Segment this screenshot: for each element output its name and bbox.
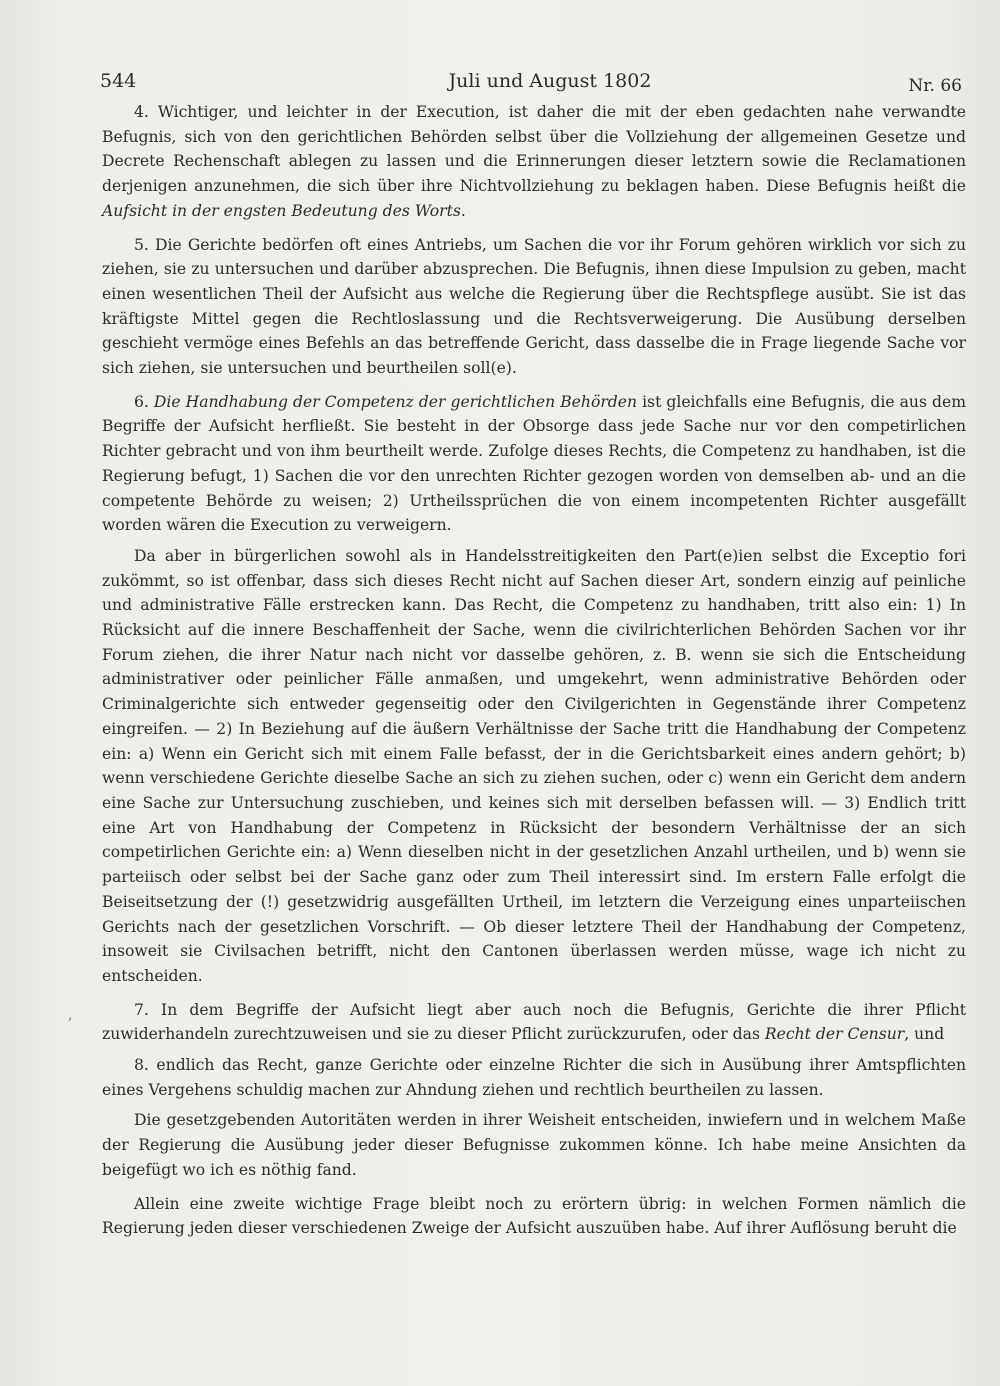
paragraph-text: ist gleichfalls eine Befugnis, die aus dem Begriffe der Aufsicht herfließt. Sie besteht in der Obsorge dass jede Sache nur vor den competirlichen Richter gebracht und von ihm beurtheilt werde. Zufolge dieses Rechts, die Competenz zu handhaben, ist die Regierung befugt, 1) Sachen die vor den unrechten Richter gezogen worden von demselben ab- und an die competente Behörde zu weisen; 2) Urtheilssprüchen die von einem incompetenten Richter ausgefällt worden wären die Execution zu verweigern. [102, 392, 966, 535]
paragraph-8 [102, 1053, 966, 1102]
page-number: 544 [100, 70, 137, 92]
running-header [100, 70, 970, 98]
body-text [102, 100, 966, 1250]
paragraph-4 [102, 100, 966, 224]
paragraph-text: 8. endlich das Recht, ganze Gerichte oder einzelne Richter die sich in Ausübung ihrer Amtspflichten eines Vergehens schuldig machen zur Ahndung ziehen und rechtlich beurtheilen zu lassen. [102, 1056, 966, 1099]
running-title: Juli und August 1802 [448, 70, 652, 92]
italic-term: Recht der Censur [764, 1025, 905, 1044]
paragraph-autoritaeten [102, 1108, 966, 1182]
margin-mark: , [68, 1007, 73, 1023]
paragraph-zweite-frage [102, 1192, 966, 1241]
paragraph-text: 4. Wichtiger, und leichter in der Execution, ist daher die mit der eben gedachten nahe verwandte Befugnis, sich von den gerichtlichen Behörden selbst über die Vollziehung der allgemeinen Gesetze und Decrete Rechenschaft ablegen zu lassen und die Erinnerungen dieser letztern sowie die Reclamationen derjenigen anzunehmen, die sich über ihre Nichtvollziehung zu beklagen haben. Diese Befugnis heißt die [102, 103, 966, 196]
paragraph-text: 5. Die Gerichte bedörfen oft eines Antriebs, um Sachen die vor ihr Forum gehören wirklich vor sich zu ziehen, sie zu untersuchen und darüber abzusprechen. Die Befugnis, ihnen diese Impulsion zu geben, macht einen wesentlichen Theil der Aufsicht aus welche die Regierung über die Rechtspflege ausübt. Sie ist das kräftigste Mittel gegen die Rechtloslassung und die Rechtsverweigerung. Die Ausübung derselben geschieht vermöge eines Befehls an das betreffende Gericht, dass dasselbe die in Frage liegende Sache vor sich ziehen, sie untersuchen und beurtheilen soll(e). [102, 235, 966, 378]
italic-term: Die Handhabung der Competenz der gerichtlichen Behörden [153, 392, 638, 411]
paragraph-5 [102, 233, 966, 381]
paragraph-text: 7. In dem Begriffe der Aufsicht liegt aber auch noch die Befugnis, Gerichte die ihrer Pflicht zuwiderhandeln zurechtzuweisen und sie zu dieser Pflicht zurückzurufen, oder das [102, 1000, 966, 1044]
paragraph-competenz [102, 544, 966, 989]
paragraph-6 [102, 390, 966, 538]
paragraph-text: Die gesetzgebenden Autoritäten werden in ihrer Weisheit entscheiden, inwiefern und in welchem Maße der Regierung die Ausübung jeder dieser Befugnisse zukommen könne. Ich habe meine Ansichten da beigefügt wo ich es nöthig fand. [102, 1111, 966, 1179]
italic-term: Aufsicht in der engsten Bedeutung des Worts [102, 201, 461, 220]
paragraph-text: Da aber in bürgerlichen sowohl als in Handelsstreitigkeiten den Part(e)ien selbst die Exceptio fori zukömmt, so ist offenbar, dass sich dieses Recht nicht auf Sachen dieser Art, sondern einzig auf peinliche und administrative Fälle erstrecken kann. Das Recht, die Competenz zu handhaben, tritt also ein: 1) In Rücksicht auf die innere Beschaffenheit der Sache, wenn die civilrichterlichen Behörden Sachen vor ihr Forum ziehen, die ihrer Natur nach nicht vor dasselbe gehören, z. B. wenn sie sich die Entscheidung administrativer oder peinlicher Fälle anmaßen, und umgekehrt, wenn administrative Behörden oder Criminalgerichte sich entweder gegenseitig oder den Civilgerichten in Gegenstände ihrer Competenz eingreifen. — 2) In Beziehung auf die äußern Verhältnisse der Sache tritt die Handhabung der Competenz ein: a) Wenn ein Gericht sich mit einem Falle befasst, der in die Gerichtsbarkeit eines andern gehört; b) wenn verschiedene Gerichte dieselbe Sache an sich zu ziehen suchen, oder c) wenn ein Gericht dem andern eine Sache zur Untersuchung zuschieben, und keines sich mit derselben befassen will. — 3) Endlich tritt eine Art von Handhabung der Competenz in Rücksicht der besondern Verhältnisse der an sich competirlichen Gerichte ein: a) Wenn dieselben nicht in der gesetzlichen Anzahl urtheilen, und b) wenn sie parteiisch oder selbst bei der Sache ganz oder zum Theil interessirt sind. Im erstern Falle erfolgt die Beiseitsetzung der (!) gesetzwidrig ausgefällten Urtheil, im letztern die Verzeigung eines unparteiischen Gerichts nach der gesetzlichen Vorschrift. — Ob dieser letztere Theil der Handhabung der Competenz, insoweit sie Civilsachen betrifft, nicht den Cantonen überlassen werden müsse, wage ich nicht zu entscheiden. [102, 546, 966, 985]
paragraph-text: . [460, 201, 466, 220]
paragraph-text: Allein eine zweite wichtige Frage bleibt noch zu erörtern übrig: in welchen Formen nämlich die Regierung jeden dieser verschiedenen Zweige der Aufsicht auszuüben habe. Auf ihrer Auflösung beruht die [102, 1194, 966, 1238]
paragraph-7 [102, 998, 966, 1047]
document-number: Nr. 66 [908, 76, 962, 96]
paragraph-text: 6. [134, 392, 154, 411]
paragraph-text: , und [904, 1025, 945, 1044]
